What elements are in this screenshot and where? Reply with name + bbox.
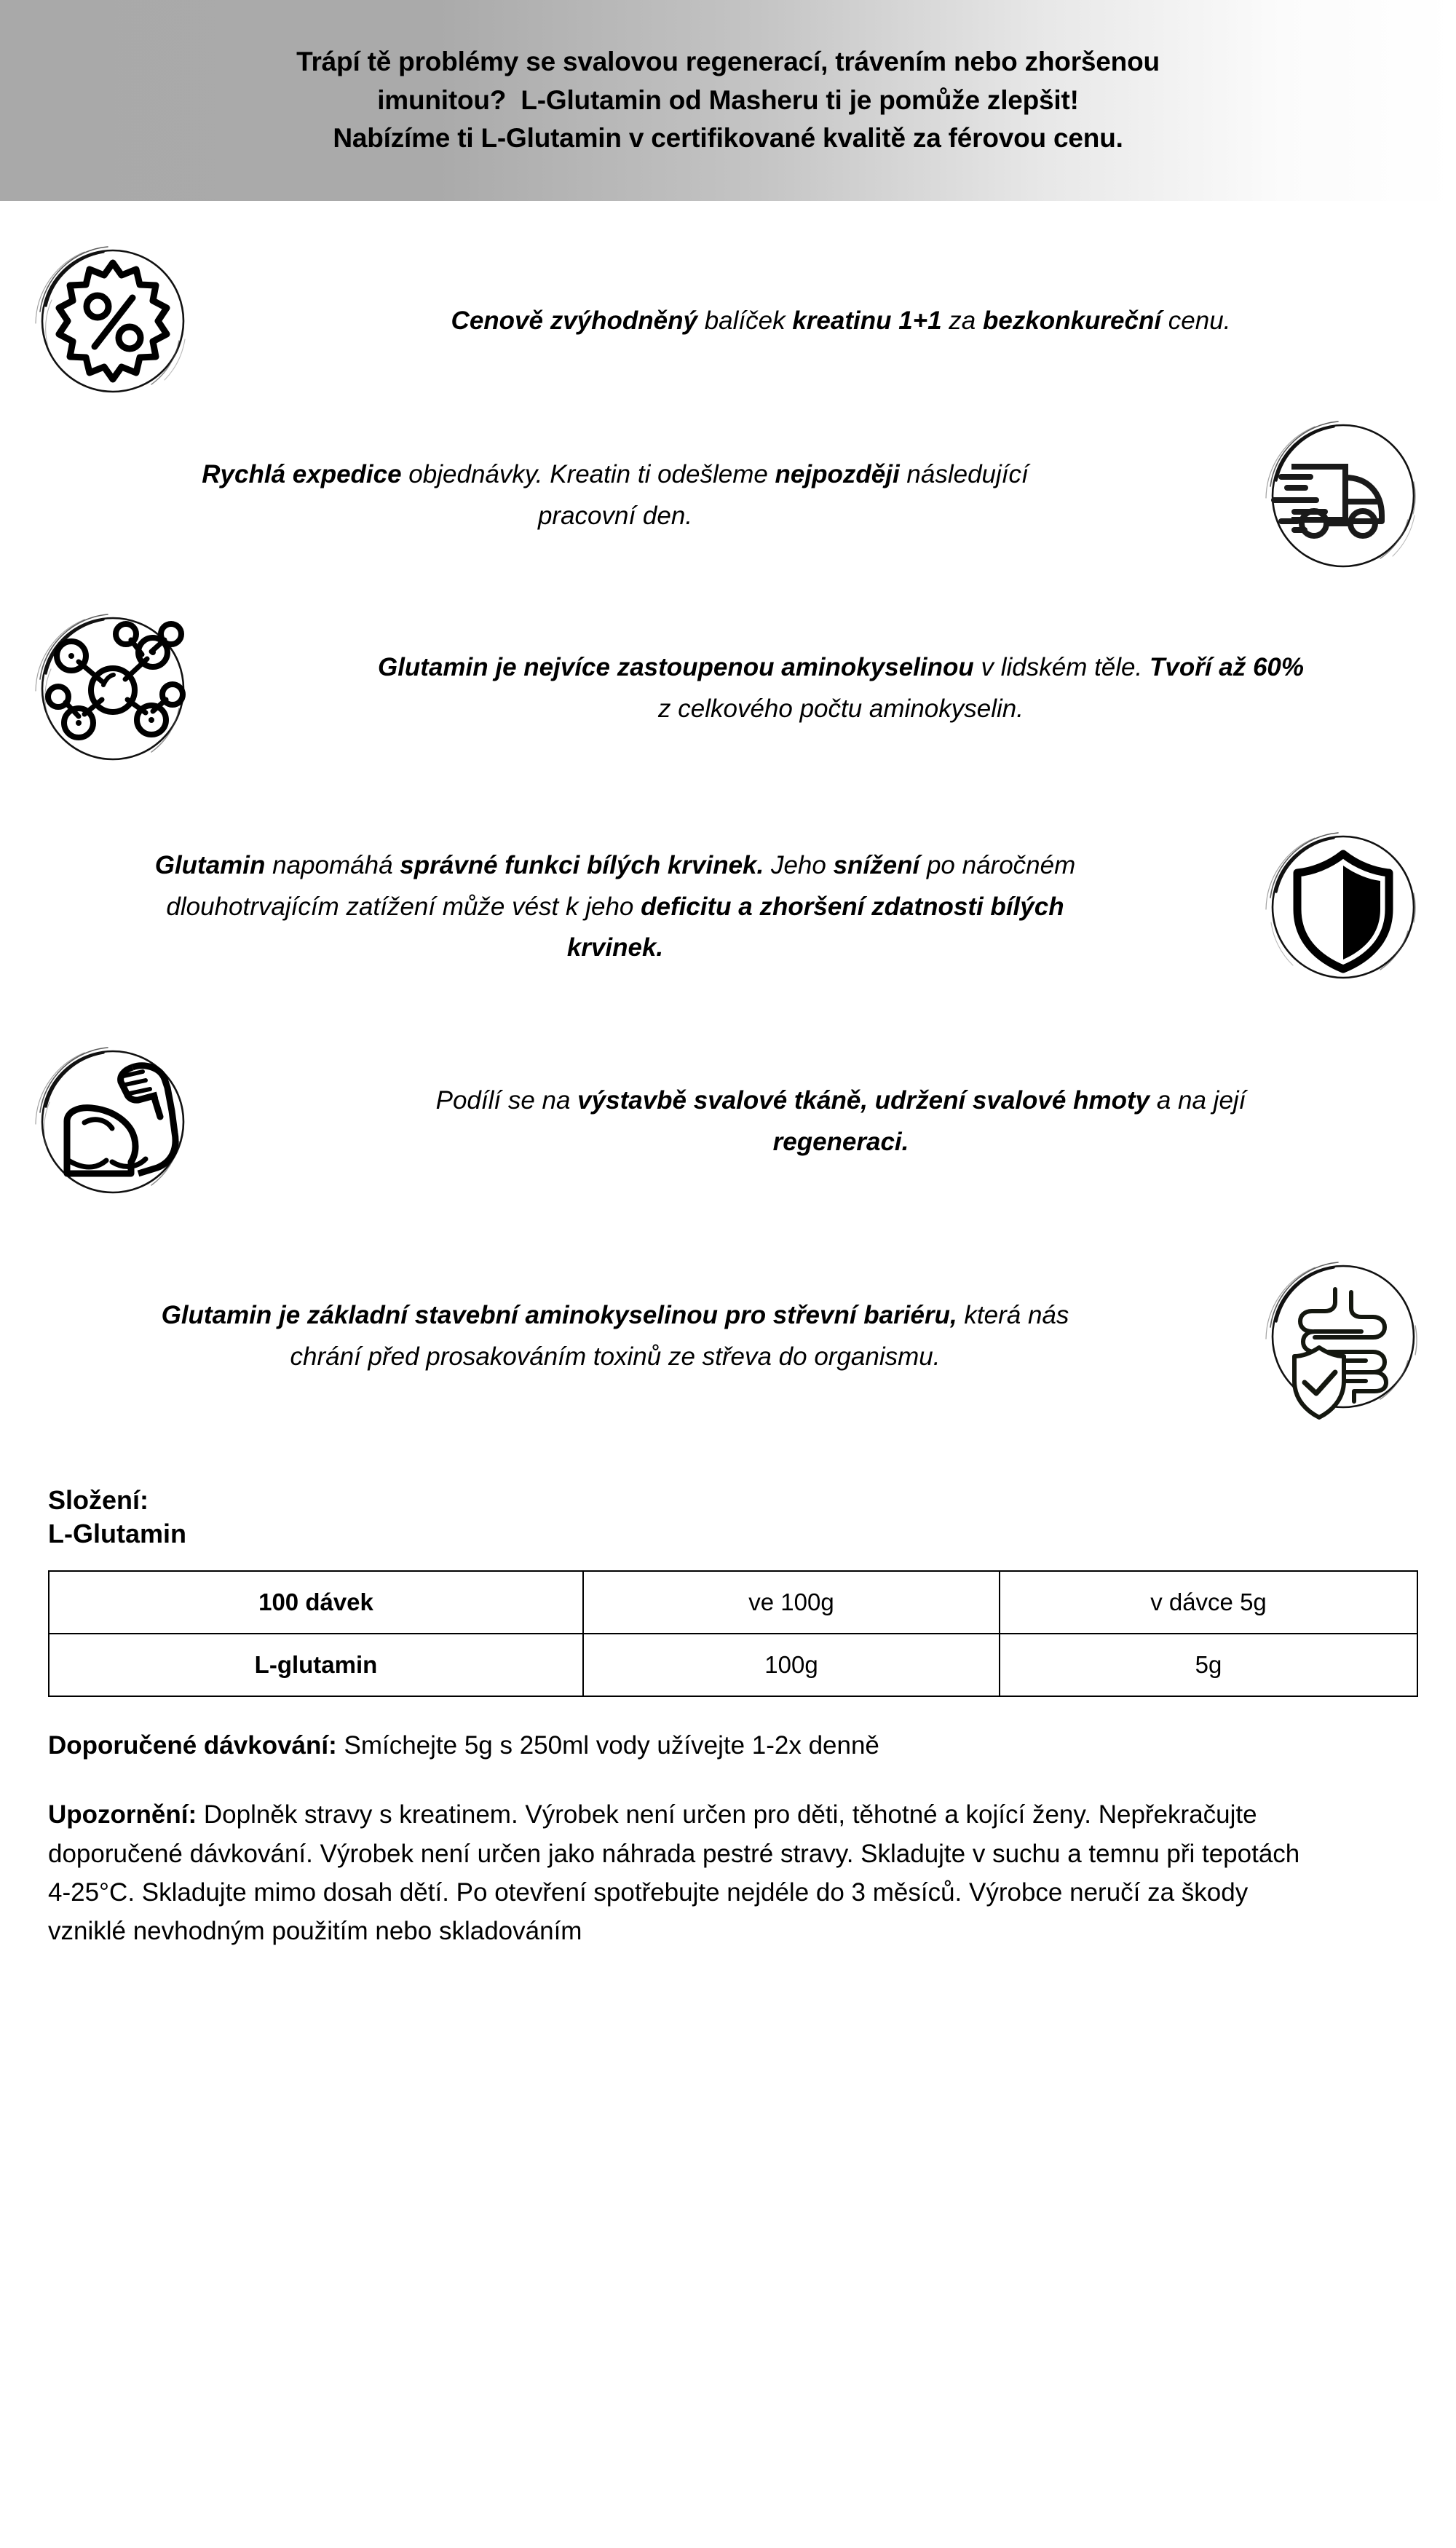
composition-title: Složení: [48, 1485, 149, 1515]
banner-line-3: Nabízíme ti L-Glutamin v certifikované kvalitě za férovou cenu. [333, 123, 1123, 154]
feature-row [0, 1227, 1456, 1446]
banner-line-1: Trápí tě problémy se svalovou regenerací, trávením nebo zhoršenou [296, 47, 1160, 77]
feature-text: Glutamin je základní stavební aminokyselinou pro střevní bariéru, která nás chrání před prosakováním toxinů ze střeva do organismu. [161, 1301, 1069, 1371]
shield-icon [1230, 798, 1456, 1016]
feature-text-cell [226, 230, 1456, 412]
feature-text-cell [226, 1016, 1456, 1227]
bottom-text-block [0, 1726, 1456, 1950]
feature-text: Rychlá expedice objednávky. Kreatin ti odešleme nejpozději následující pracovní den. [202, 460, 1029, 530]
feature-text-cell [226, 579, 1456, 798]
nutrition-table [48, 1570, 1418, 1697]
banner-line-2: imunitou? L-Glutamin od Masheru ti je pomůže zlepšit! [377, 84, 1079, 115]
feature-row [0, 1016, 1456, 1227]
feature-text: Cenově zvýhodněný balíček kreatinu 1+1 za bezkonkureční cenu. [451, 306, 1231, 335]
table-cell: 100 dávek [49, 1571, 583, 1634]
table-cell: 5g [1000, 1634, 1417, 1696]
intestine-shield-icon [1230, 1227, 1456, 1446]
molecule-icon [0, 579, 226, 798]
table-cell: 100g [583, 1634, 1000, 1696]
feature-text-cell [0, 798, 1230, 1016]
flexed-biceps-icon [0, 1016, 226, 1227]
percent-badge-icon [0, 230, 226, 412]
table-row [49, 1634, 1417, 1696]
feature-text-cell [0, 412, 1230, 579]
composition-section [0, 1484, 1456, 1551]
table-cell: L-glutamin [49, 1634, 583, 1696]
feature-text: Glutamin je nejvíce zastoupenou aminokyselinou v lidském těle. Tvoří až 60% z celkového počtu aminokyselin. [377, 653, 1305, 723]
feature-row [0, 230, 1456, 412]
feature-row [0, 412, 1456, 579]
promo-banner [0, 0, 1456, 201]
table-cell: ve 100g [583, 1571, 1000, 1634]
feature-text: Podílí se na výstavbě svalové tkáně, udržení svalové hmoty a na její regeneraci. [435, 1086, 1246, 1156]
delivery-truck-icon [1230, 412, 1456, 579]
dosage-paragraph: Doporučené dávkování: Smíchejte 5g s 250ml vody užívejte 1-2x denně [48, 1731, 879, 1760]
composition-value: L-Glutamin [48, 1519, 186, 1549]
feature-row [0, 798, 1456, 1016]
table-row [49, 1571, 1417, 1634]
feature-row [0, 579, 1456, 798]
table-cell: v dávce 5g [1000, 1571, 1417, 1634]
feature-text: Glutamin napomáhá správné funkci bílých krvinek. Jeho snížení po náročném dlouhotrvajícím zatížení může vést k jeho deficitu a zhoršení zdatnosti bílých krvinek. [154, 850, 1076, 962]
feature-list [0, 230, 1456, 1446]
warning-paragraph: Upozornění: Doplněk stravy s kreatinem. Výrobek není určen pro děti, těhotné a kojící ženy. Nepřekračujte doporučené dávkování. Výrobek není určen jako náhrada pestré stravy. Skladujte v suchu a temnu při tepotách 4-25°C. Skladujte mimo dosah dětí. Po otevření spotřebujte nejdéle do 3 měsíců. Výrobce neručí za škody vzniklé nevhodným použitím nebo skladováním [48, 1800, 1300, 1945]
feature-text-cell [0, 1227, 1230, 1446]
